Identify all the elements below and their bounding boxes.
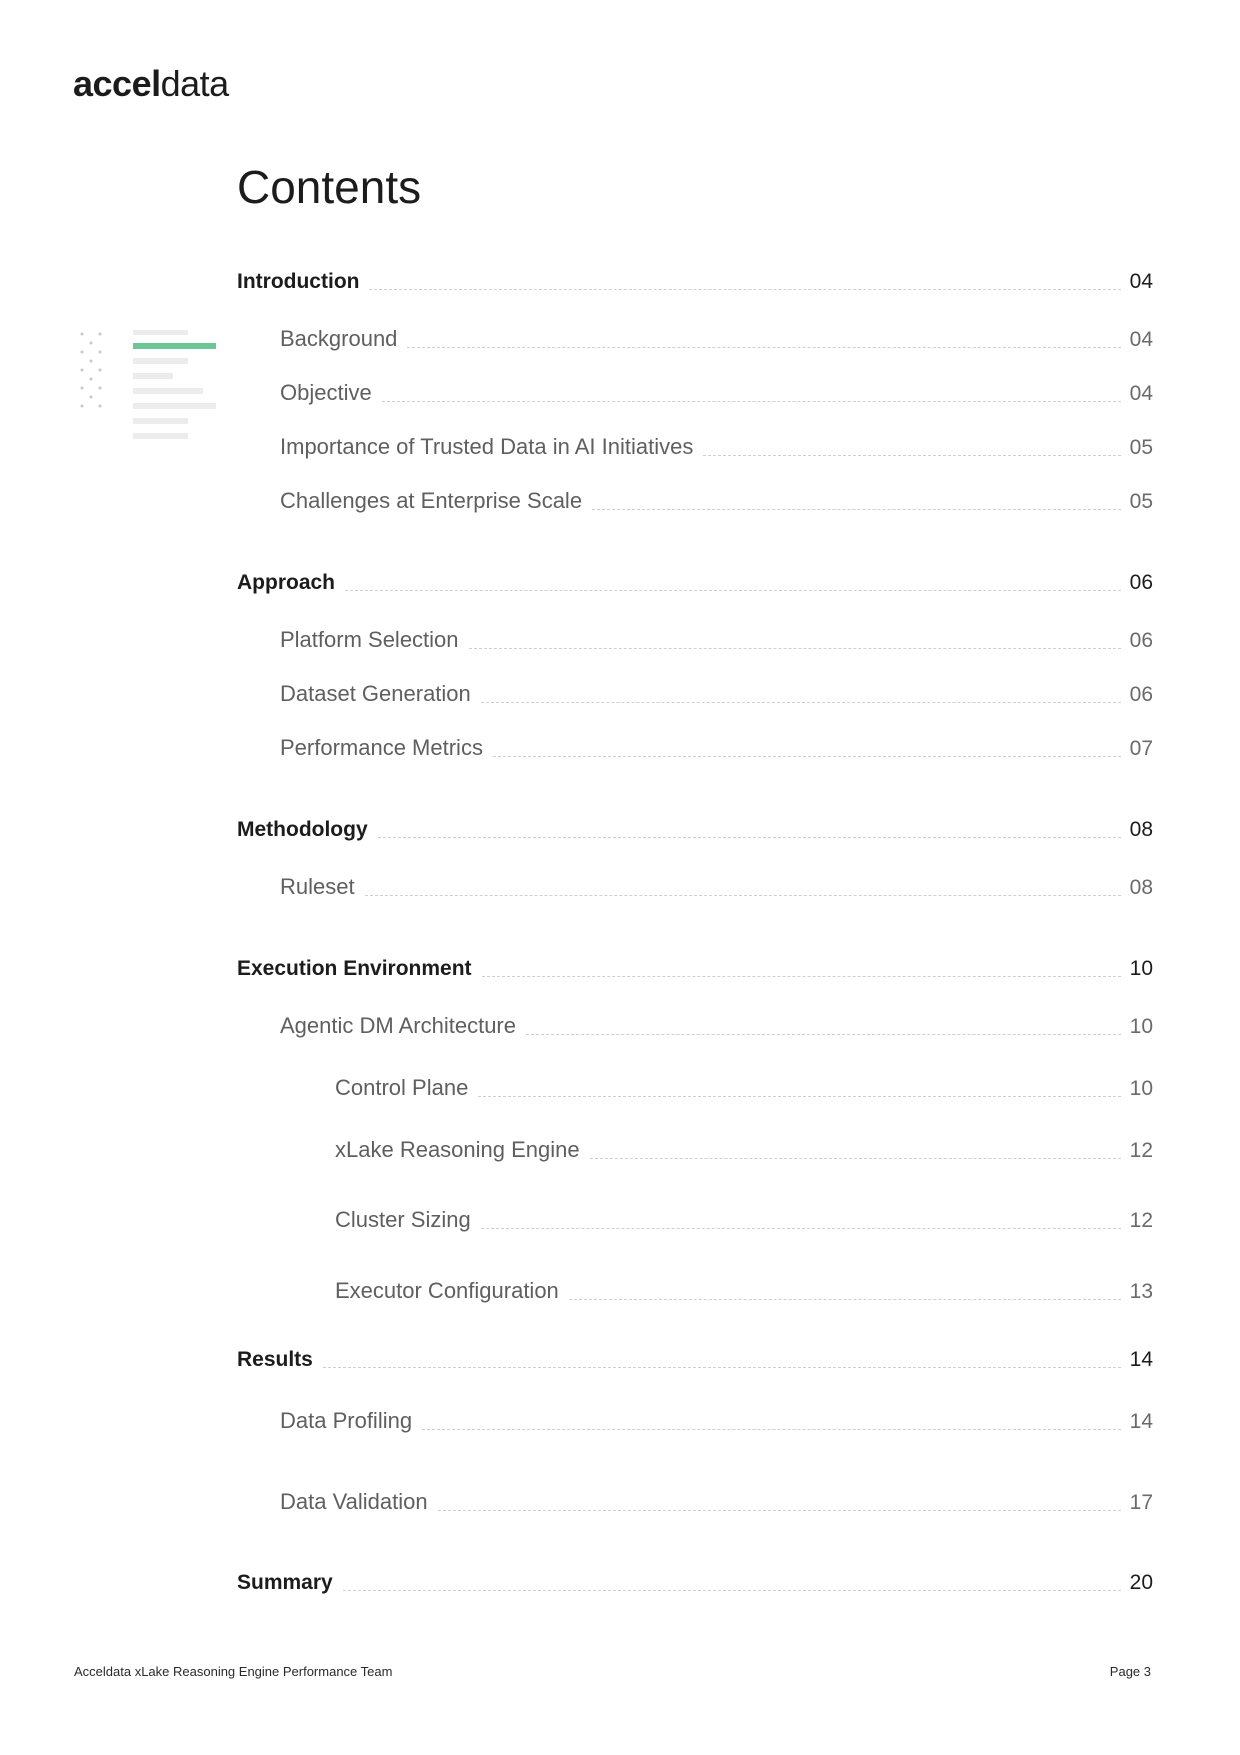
toc-entry-title: Platform Selection <box>280 627 459 652</box>
toc-entry[interactable] <box>237 252 1153 292</box>
toc-leader-dots <box>422 1429 1121 1430</box>
toc-leader-dots <box>469 648 1121 649</box>
toc-entry[interactable] <box>280 472 1153 512</box>
toc-entry[interactable] <box>280 858 1153 898</box>
toc-entry[interactable] <box>335 1191 1153 1231</box>
toc-leader-dots <box>365 895 1121 896</box>
toc-entry-title: Execution Environment <box>237 957 472 980</box>
toc-entry-page: 12 <box>1129 1209 1153 1232</box>
toc-entry-title: Data Validation <box>280 1489 428 1514</box>
toc-entry-title: Dataset Generation <box>280 681 471 706</box>
toc-entry-page: 04 <box>1129 270 1153 293</box>
toc-leader-dots <box>482 976 1121 977</box>
toc-entry[interactable] <box>237 1330 1153 1370</box>
toc-leader-dots <box>382 401 1121 402</box>
page-title: Contents <box>237 161 422 213</box>
toc-entry-page: 10 <box>1129 1077 1153 1100</box>
toc-entry-page: 07 <box>1129 737 1153 760</box>
footer-page-number: Page 3 <box>1109 1664 1151 1679</box>
toc-leader-dots <box>323 1367 1121 1368</box>
toc-entry-page: 05 <box>1129 490 1153 513</box>
toc-leader-dots <box>592 509 1121 510</box>
toc-entry-title: Challenges at Enterprise Scale <box>280 488 583 513</box>
toc-entry-title: Results <box>237 1348 313 1371</box>
toc-entry-page: 04 <box>1129 328 1153 351</box>
footer-team: Acceldata xLake Reasoning Engine Performance Team <box>74 1664 393 1679</box>
toc-entry-page: 14 <box>1129 1410 1153 1433</box>
toc-leader-dots <box>481 702 1121 703</box>
toc-leader-dots <box>378 837 1121 838</box>
toc-leader-dots <box>438 1510 1121 1511</box>
toc-entry-page: 10 <box>1129 957 1153 980</box>
acceldata-logo <box>73 63 229 104</box>
toc-entry[interactable] <box>280 418 1153 458</box>
toc-entry-title: Cluster Sizing <box>335 1207 471 1232</box>
toc-entry-page: 06 <box>1129 629 1153 652</box>
toc-entry-title: Introduction <box>237 270 360 293</box>
toc-entry-title: Performance Metrics <box>280 735 483 760</box>
toc-entry-page: 08 <box>1129 818 1153 841</box>
toc-entry-title: Methodology <box>237 818 368 841</box>
toc-entry[interactable] <box>237 1553 1153 1593</box>
toc-entry[interactable] <box>237 553 1153 593</box>
logo-light-part: data <box>160 63 229 104</box>
toc-entry[interactable] <box>335 1059 1153 1099</box>
toc-entry[interactable] <box>280 310 1153 350</box>
toc-entry-title: Background <box>280 326 398 351</box>
toc-leader-dots <box>369 289 1121 290</box>
toc-entry[interactable] <box>280 665 1153 705</box>
toc-entry-title: Approach <box>237 571 336 594</box>
toc-entry-title: Ruleset <box>280 874 355 899</box>
toc-entry[interactable] <box>335 1262 1153 1302</box>
toc-entry[interactable] <box>280 364 1153 404</box>
toc-entry[interactable] <box>280 1392 1153 1432</box>
toc-entry-title: xLake Reasoning Engine <box>335 1137 580 1162</box>
toc-leader-dots <box>345 590 1121 591</box>
toc-entry-title: Importance of Trusted Data in AI Initiatives <box>280 434 694 459</box>
toc-leader-dots <box>343 1590 1121 1591</box>
toc-entry[interactable] <box>280 719 1153 759</box>
toc-entry[interactable] <box>280 997 1153 1037</box>
toc-entry-page: 06 <box>1129 683 1153 706</box>
toc-entry-title: Summary <box>237 1571 333 1594</box>
toc-leader-dots <box>493 756 1121 757</box>
toc-leader-dots <box>590 1158 1121 1159</box>
toc-entry-page: 06 <box>1129 571 1153 594</box>
toc-entry[interactable] <box>280 1473 1153 1513</box>
toc-entry-title: Objective <box>280 380 372 405</box>
toc-entry-title: Data Profiling <box>280 1408 413 1433</box>
toc-entry-page: 10 <box>1129 1015 1153 1038</box>
toc-entry[interactable] <box>237 800 1153 840</box>
toc-entry-page: 17 <box>1129 1491 1153 1514</box>
toc-leader-dots <box>526 1034 1121 1035</box>
toc-entry[interactable] <box>237 939 1153 979</box>
toc-entry-page: 13 <box>1129 1280 1153 1303</box>
toc-entry-page: 04 <box>1129 382 1153 405</box>
toc-leader-dots <box>703 455 1121 456</box>
document-lines-icon <box>80 330 220 460</box>
toc-entry-page: 08 <box>1129 876 1153 899</box>
toc-leader-dots <box>478 1096 1121 1097</box>
toc-entry[interactable] <box>335 1121 1153 1161</box>
toc-leader-dots <box>481 1228 1121 1229</box>
logo-bold-part: accel <box>73 63 161 104</box>
toc-leader-dots <box>407 347 1121 348</box>
toc-leader-dots <box>569 1299 1121 1300</box>
toc-entry-page: 14 <box>1129 1348 1153 1371</box>
toc-entry-title: Executor Configuration <box>335 1278 559 1303</box>
toc-entry-page: 12 <box>1129 1139 1153 1162</box>
toc-entry-title: Control Plane <box>335 1075 469 1100</box>
toc-entry-page: 05 <box>1129 436 1153 459</box>
toc-entry-title: Agentic DM Architecture <box>280 1013 516 1038</box>
toc-entry-page: 20 <box>1129 1571 1153 1594</box>
toc-entry[interactable] <box>280 611 1153 651</box>
